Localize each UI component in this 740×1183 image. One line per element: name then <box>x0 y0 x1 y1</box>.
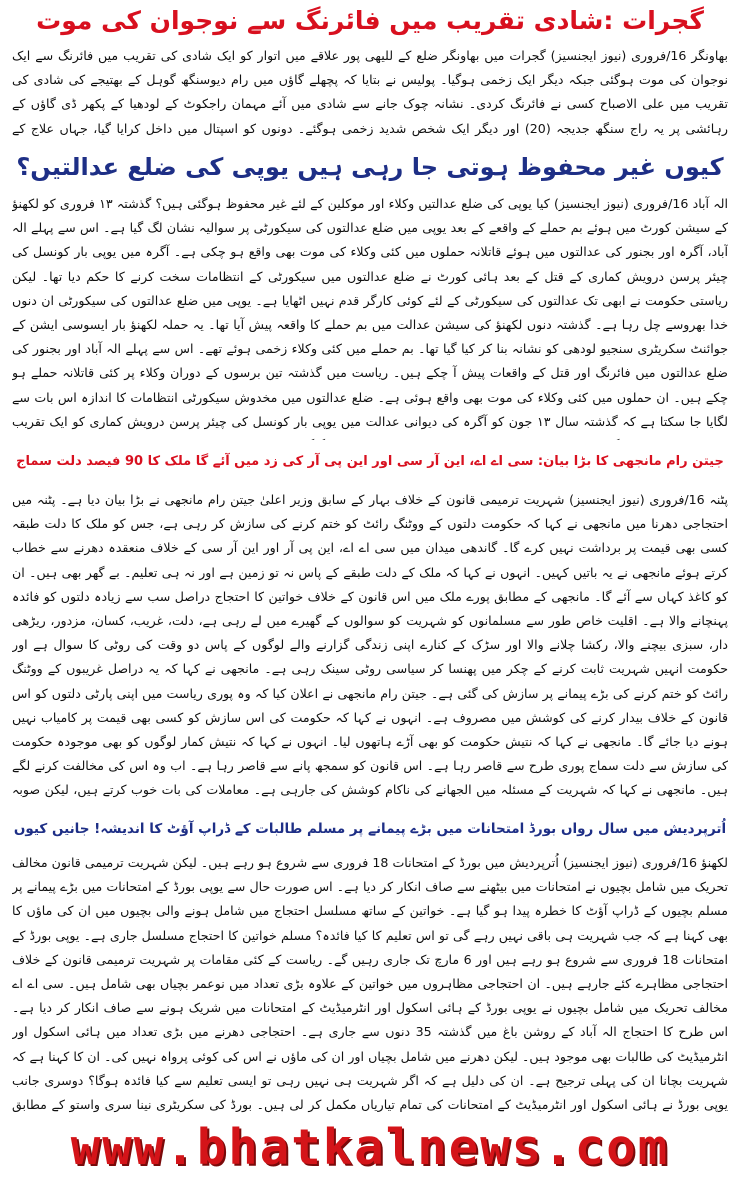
article-4-headline: اُترپردیش میں سال رواں بورڈ امتحانات میں بڑے پیمانے پر مسلم طالبات کے ڈراپ آؤٹ کا اندیشہ! جانیں کیوں <box>13 821 727 837</box>
article-1-body: بھاونگر 16/فروری (نیوز ایجنسیز) گجرات میں بھاونگر ضلع کے للیھی پور علاقے میں اتوار کو ایک شادی کی تقریب میں فائرنگ سے ایک نوجوان کی موت ہوگئی جبکہ دیگر ایک زخمی ہوگیا۔ پولیس نے بتایا کہ پچھلے گاؤں میں رام دیوسنگھ گوہل کے بھتیجے کی شادی کی تقریب میں علی الاصباح کسی نے فائرنگ کردی۔ نشانہ چوک جانے سے شادی میں آئے مہمان راجکوٹ کے لودھیا کے پکھر ڈی گاؤں کے رہائشی پر یہ راج سنگھ جدیجہ (20) اور دیگر ایک شخص شدید زخمی ہوگئے۔ دونوں کو اسپتال میں داخل کرایا گیا، جہاں علاج کے <box>12 48 728 136</box>
article-2-headline: کیوں غیر محفوظ ہوتی جا رہی ہیں یوپی کی ضلع عدالتیں؟ <box>16 153 724 181</box>
website-footer: www.bhatkalnews.com <box>70 1119 670 1176</box>
article-3-body: پٹنہ 16/فروری (نیوز ایجنسیز) شہریت ترمیمی قانون کے خلاف بہار کے سابق وزیر اعلیٰ جیتن رام مانجھی نے بڑا بیان دیا ہے۔ پٹنہ میں احتجاجی دھرنا میں مانجھی نے کہا کہ حکومت دلتوں کے ووٹنگ رائٹ کو ختم کرنے کی سازش کر رہی ہے، جس کو ملک کا دلت طبقہ کسی بھی قیمت پر برداشت نہیں کرے گا۔ گاندھی میدان میں سی اے اے، این پی آر اور این آر سی کے خلاف منعقدہ دھرنے سے خطاب کرتے ہوئے مانجھی نے یہ باتیں کہیں۔ انہوں نے کہا کہ ملک کے دلت طبقے کے پاس نہ تو زمین ہے اور نہ ہی تعلیم۔ بے گھر بھی ہیں۔ ان کو کاغذ کہاں سے آئے گا۔ مانجھی کے مطابق پورے ملک میں اس قانون کے خلاف خواتین کا احتجاج دراصل سب سے زیادہ دلتوں کو فائدہ پہنچانے والا ہے۔ اقلیت خاص طور سے مسلمانوں کو شہریت کو سوالوں کے گھیرے میں لے رہی ہے، دلت، غریب، کسان، مزدور، ریڑھی دار، سبزی بیچنے والا، رکشا چلانے والا اور سڑک کے کنارے اپنی زندگی گزارنے والے لوگوں کے پاس دو وقت کی روٹی کا سوال ہے اور حکومت انہیں شہریت ثابت کرنے کے چکر میں پھنسا کر سیاسی روٹی سینک رہی ہے۔ مانجھی نے کہا کہ یہ دراصل غریبوں کے ووٹنگ رائٹ کو ختم کرنے کی بڑے پیمانے پر سازش کی گئی ہے۔ جیتن رام مانجھی نے اعلان کیا کہ وہ پوری ریاست میں اپنی پارٹی دلتوں کو اس قانون کے خلاف بیدار کرنے کی کوشش میں مصروف ہے۔ انہوں نے کہا کہ حکومت کی اس سازش کو کسی بھی قیمت پر کامیاب نہیں ہونے دیا جائے گا۔ مانجھی نے کہا کہ نتیش حکومت کو بھی آڑے ہاتھوں لیا۔ انہوں نے کہا کہ نتیش کمار لوگوں کو بھی موجودہ حکومت کی سازش سے دلت سماج پوری طرح سے قاصر رہا ہے۔ اس قانون کو سمجھ پانے سے قاصر رہا ہے۔ اب وہ اس کی مخالفت کرنے لگے ہیں۔ مانجھی نے کہا کہ شہریت کے مسئلہ میں الجھانے کی ناکام کوشش کی جارہی ہے۔ معاملات کی بات خوب کرتے ہیں، لیکن صوبہ <box>12 492 728 798</box>
article-3-headline: جیتن رام مانجھی کا بڑا بیان: سی اے اے، این آر سی اور این پی آر کی زد میں آئے گا ملک کا 90 فیصد دلت سماج <box>16 454 724 469</box>
article-4-body: لکھنؤ 16/فروری (نیوز ایجنسیز) اُترپردیش میں بورڈ کے امتحانات 18 فروری سے شروع ہو رہے ہیں۔ لیکن شہریت ترمیمی قانون مخالف تحریک میں شامل بچیوں نے امتحانات میں بیٹھنے سے صاف انکار کر دیا ہے۔ اس صورت حال سے یوپی بورڈ کے امتحانات میں بڑے پیمانے پر مسلم بچیوں کے ڈراپ آؤٹ کا خطرہ پیدا ہو گیا ہے۔ خواتین کے ساتھ مسلسل احتجاج میں شامل ہونے والی بچیوں میں ان کی ماؤں کا بھی کہنا ہے کہ جب شہریت ہی باقی نہیں رہے گی تو اس تعلیم کا کیا فائدہ؟ مسلم خواتین کا احتجاج مسلسل جاری ہے۔ یوپی بورڈ کے امتحانات 18 فروری سے شروع ہو رہے ہیں اور 6 مارچ تک جاری رہیں گے۔ ریاست کے کئی مقامات پر شہریت ترمیمی قانون کے خلاف احتجاجی مظاہرے کئے جارہے ہیں۔ ان احتجاجی مظاہروں میں خواتین کے علاوہ بڑی تعداد میں نوعمر بچیاں بھی شامل ہیں۔ سی اے اے مخالف تحریک میں شامل بچیوں نے یوپی بورڈ کے ہائی اسکول اور انٹرمیڈیٹ کے امتحانات میں شریک ہونے سے صاف انکار کر دیا ہے۔ اس طرح کا احتجاج الہ آباد کے روشن باغ میں گذشتہ 35 دنوں سے جاری ہے۔ احتجاجی دھرنے میں بڑی تعداد میں ہائی اسکول اور انٹرمیڈیٹ کی طالبات بھی موجود ہیں۔ لیکن دھرنے میں شامل بچیاں اور ان کی ماؤں نے اس کی کوئی پرواہ نہیں کی۔ ان کا کہنا ہے کہ شہریت بچانا ان کی پہلی ترجیح ہے۔ ان کی دلیل ہے کہ اگر شہریت ہی نہیں رہی تو ایسی تعلیم سے کیا فائدہ ہوگا؟ دوسری جانب یوپی بورڈ نے ہائی اسکول اور انٹرمیڈیٹ کے امتحانات کی تمام تیاریاں مکمل کر لی ہیں۔ بورڈ کی سکریٹری نینا سری واستو کے مطابق <box>12 855 728 1113</box>
article-1-headline: گجرات :شادی تقریب میں فائرنگ سے نوجوان کی موت <box>36 6 704 35</box>
article-2-body: الہ آباد 16/فروری (نیوز ایجنسیز) کیا یوپی کی ضلع عدالتیں وکلاء اور موکلین کے لئے غیر محفوظ ہوگئی ہیں؟ گذشتہ ۱۳ فروری کو لکھنؤ کے سیشن کورٹ میں ہوئے بم حملے کے واقعے کے بعد یوپی میں ضلع عدالتوں کی سیکورٹی پر سوالیہ نشان لگ گیا ہے۔ اس سے پہلے الہ آباد، آگرہ اور بجنور کی عدالتوں میں ہوئے قاتلانہ حملوں میں کئی وکلاء کی موت بھی واقع ہو چکی ہے۔ آگرہ میں یوپی بار کونسل کی چیئر پرسن درویش کماری کے قتل کے بعد ہائی کورٹ نے ضلع عدالتوں میں سیکورٹی کے انتظامات سخت کرنے کا حکم دیا تھا۔ لیکن ریاستی حکومت نے ابھی تک عدالتوں کی سیکورٹی کے لئے کوئی کارگر قدم نہیں اٹھایا ہے۔ یوپی میں ضلع عدالتوں کی سیکورٹی ان دنوں خدا بھروسے چل رہا ہے۔ گذشتہ دنوں لکھنؤ کی سیشن عدالت میں بم حملے کا واقعہ پیش آیا تھا۔ یہ حملہ لکھنؤ بار ایسوسی ایشن کے جوائنٹ سکریٹری سنجیو لودھی کو نشانہ بنا کر کیا گیا تھا۔ بم حملے میں کئی وکلاء زخمی ہوئے تھے۔ اس سے پہلے الہ آباد اور بجنور کی ضلع عدالتوں میں فائرنگ اور قتل کے واقعات پیش آ چکے ہیں۔ ریاست میں گذشتہ تین برسوں کے دوران وکلاء پر کئی قاتلانہ حملے ہو چکے ہیں۔ ان حملوں میں کئی وکلاء کی موت بھی واقع ہوئی ہے۔ ضلع عدالتوں میں مخدوش سیکورٹی انتظامات کا اندازہ اس بات سے لگایا جا سکتا ہے کہ گذشتہ سال ۱۳ جون کو آگرہ کی دیوانی عدالت میں یوپی بار کونسل کی چیئر پرسن درویش کماری کو ایک تقریب <box>12 196 728 429</box>
